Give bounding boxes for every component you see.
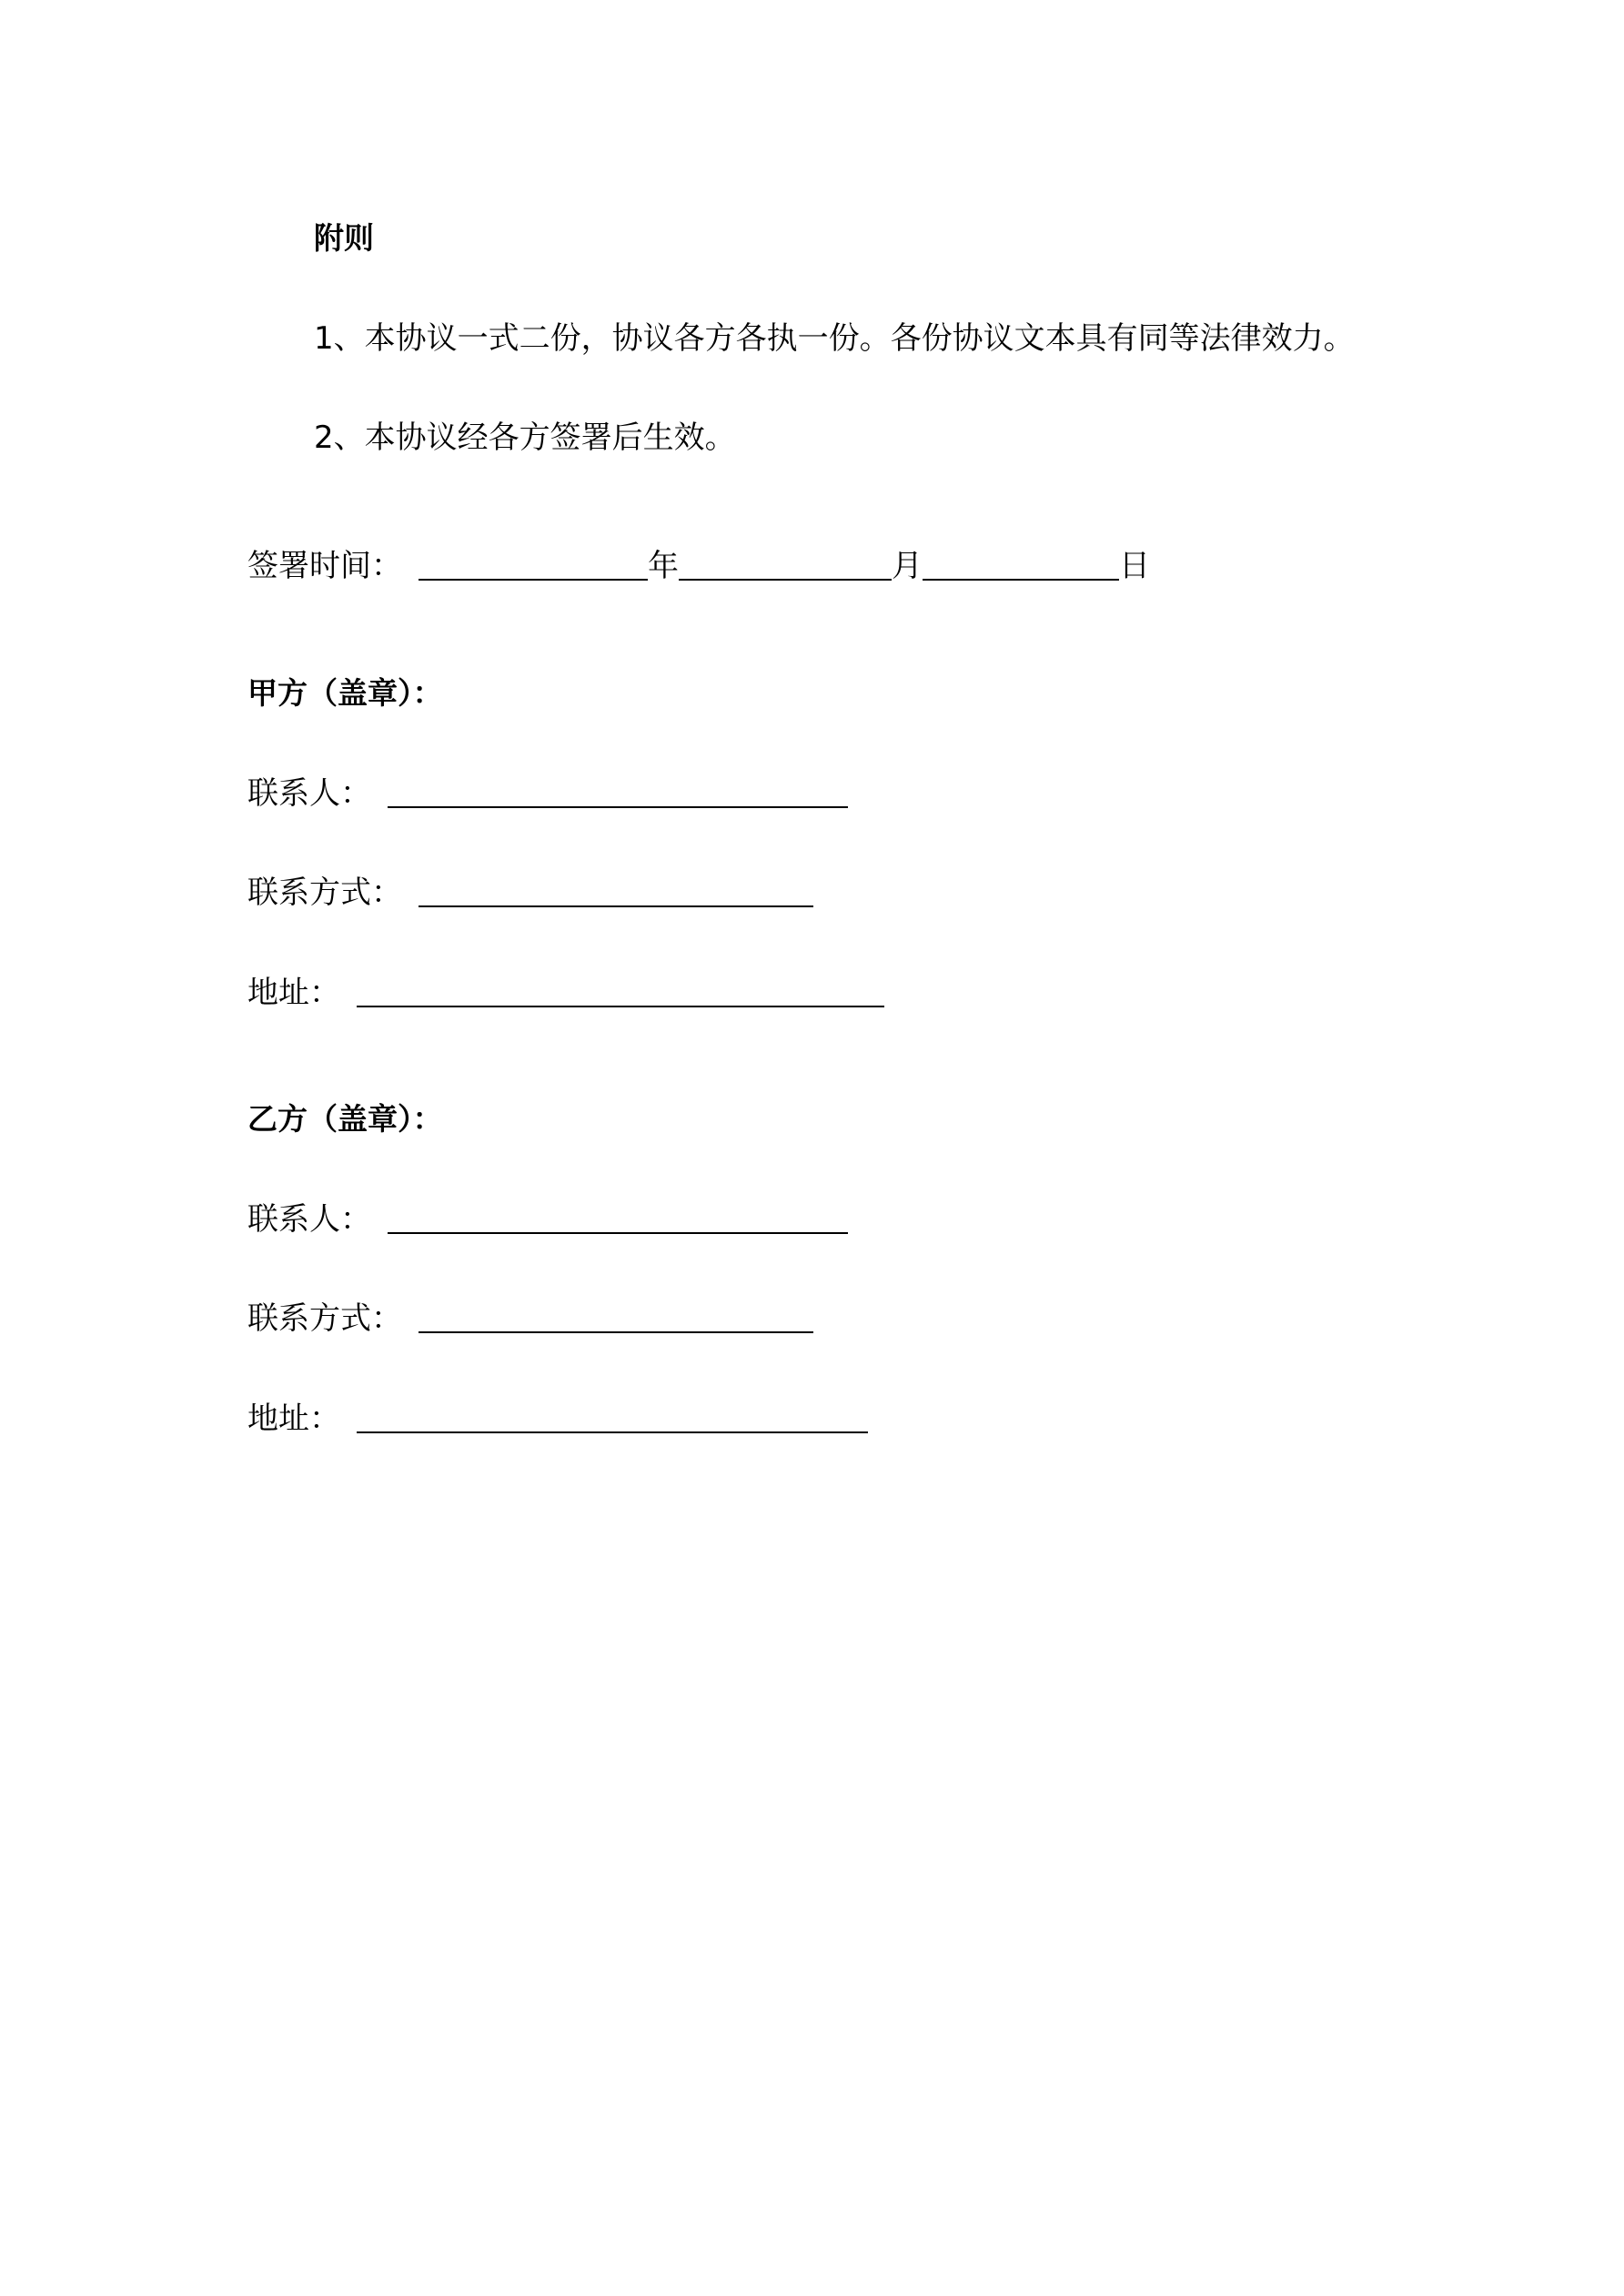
party-a-address-label: 地址： xyxy=(247,975,340,1011)
year-unit: 年 xyxy=(648,548,679,584)
party-a-contact-field[interactable] xyxy=(388,779,848,808)
appendix-heading xyxy=(314,218,374,258)
party-b-contact-field[interactable] xyxy=(388,1205,848,1234)
party-b-contact-row xyxy=(247,1199,848,1239)
clause-2-text: 2、本协议经各方签署后生效。 xyxy=(314,420,736,456)
year-blank[interactable] xyxy=(419,551,648,581)
party-b-phone-label: 联系方式： xyxy=(247,1300,402,1337)
party-a-contact-row xyxy=(247,774,848,814)
party-b-heading-text: 乙方（盖章）： xyxy=(247,1101,443,1137)
party-a-phone-field[interactable] xyxy=(419,878,813,907)
day-unit: 日 xyxy=(1119,548,1150,584)
party-b-phone-field[interactable] xyxy=(419,1304,813,1333)
clause-1 xyxy=(314,319,1355,359)
appendix-heading-text: 附则 xyxy=(314,220,374,256)
party-a-phone-row xyxy=(247,873,813,913)
party-b-heading xyxy=(247,1099,443,1139)
clause-2 xyxy=(314,418,736,458)
party-b-address-label: 地址： xyxy=(247,1401,340,1437)
party-a-phone-label: 联系方式： xyxy=(247,875,402,911)
party-a-heading xyxy=(247,673,443,713)
month-blank[interactable] xyxy=(679,551,892,581)
month-unit: 月 xyxy=(892,548,923,584)
signing-date-label: 签署时间： xyxy=(247,548,402,584)
party-b-address-row xyxy=(247,1399,868,1439)
party-a-contact-label: 联系人： xyxy=(247,775,371,812)
clause-1-text: 1、本协议一式二份，协议各方各执一份。各份协议文本具有同等法律效力。 xyxy=(314,320,1355,357)
party-b-address-field[interactable] xyxy=(357,1404,868,1433)
party-a-heading-text: 甲方（盖章）： xyxy=(247,675,443,711)
signing-date-row xyxy=(247,546,1150,586)
day-blank[interactable] xyxy=(923,551,1119,581)
party-b-contact-label: 联系人： xyxy=(247,1201,371,1238)
party-a-address-field[interactable] xyxy=(357,978,884,1007)
party-b-phone-row xyxy=(247,1299,813,1339)
party-a-address-row xyxy=(247,973,884,1013)
